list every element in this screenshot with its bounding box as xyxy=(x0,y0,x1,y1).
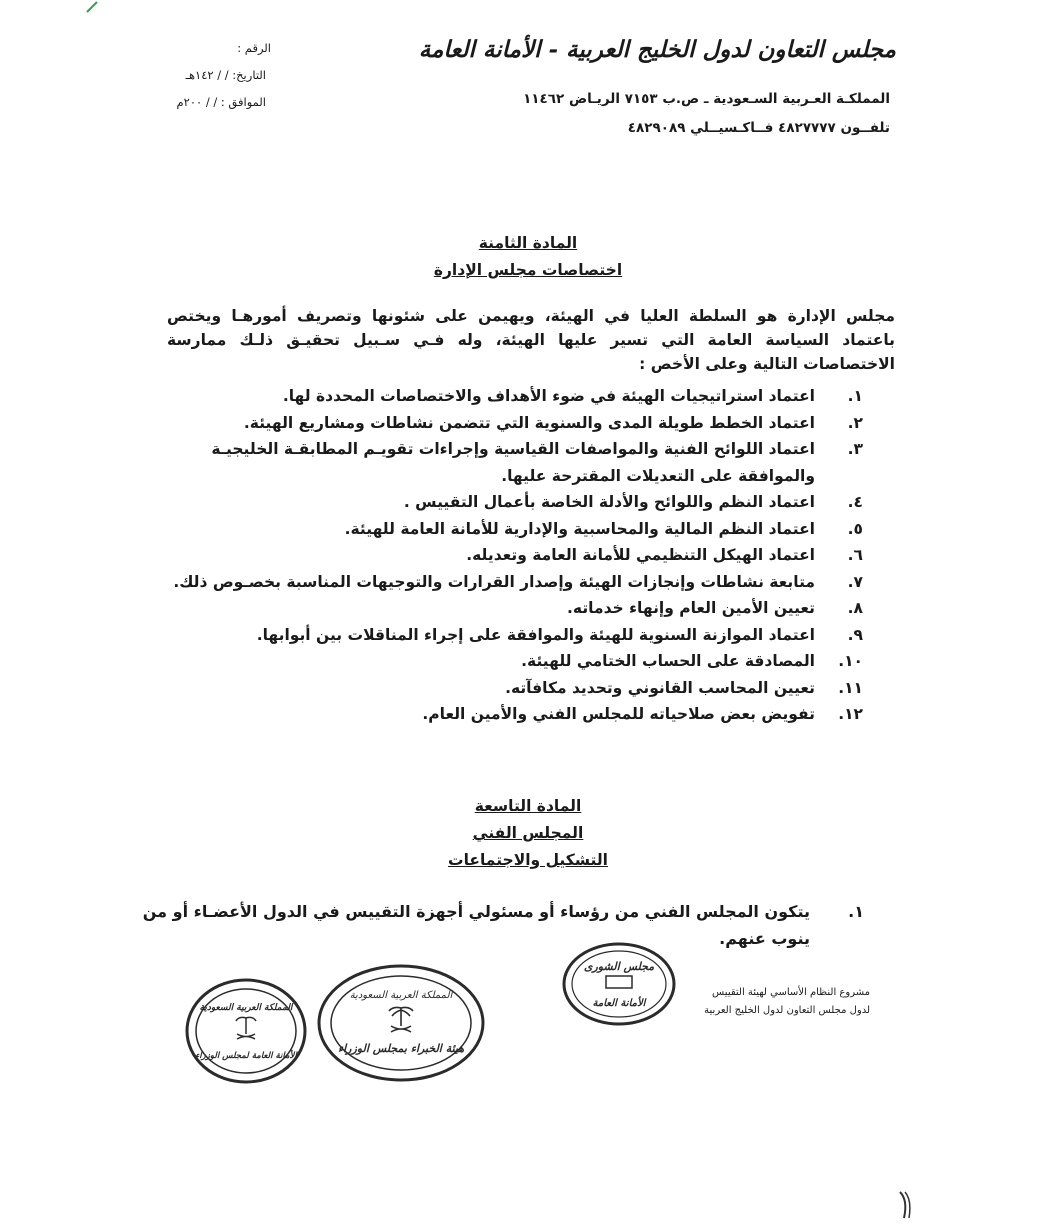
list-item: ١١. تعيين المحاسب القانوني وتحديد مكافآته. xyxy=(505,678,863,697)
corner-tick-mark xyxy=(85,0,115,14)
letterhead-phone: تلفــون ٤٨٢٧٧٧٧ فــاكـسيــلي ٤٨٢٩٠٨٩ xyxy=(627,120,890,136)
letterhead-ref-label: الرقم : xyxy=(237,41,271,55)
article8-list xyxy=(163,383,863,728)
list-item: ١. اعتماد استراتيجيات الهيئة في ضوء الأهداف والاختصاصات المحددة لها. xyxy=(282,387,863,405)
palm-swords-emblem-icon xyxy=(236,1017,256,1039)
letterhead-date-label: التاريخ: / / ١٤٢هـ xyxy=(185,68,266,82)
svg-text:المملكة العربية السعودية: المملكة العربية السعودية xyxy=(349,990,453,1001)
list-item: ٢. اعتماد الخطط طويلة المدى والسنوية التي تتضمن نشاطات ومشاريع الهيئة. xyxy=(243,413,863,432)
list-item: ٣. اعتماد اللوائح الفنية والمواصفات القياسية وإجراءات تقويـم المطابقـة الخليجيـة والموافقة على التعديلات المقترحة عليها. xyxy=(211,440,863,485)
article9-title: المادة التاسعة xyxy=(474,797,582,815)
list-item: ١٢. تفويض بعض صلاحياته للمجلس الفني والأمين العام. xyxy=(422,705,863,723)
article9-subtitle-2: التشكيل والاجتماعات xyxy=(448,851,608,869)
letterhead-address: المملكـة العـربية السـعودية ـ ص.ب ٧١٥٣ الريـاض ١١٤٦٢ xyxy=(523,91,890,107)
letterhead-greg-label: الموافق : / / ٢٠٠م xyxy=(176,95,266,109)
svg-text:هيئة الخبراء بمجلس الوزراء: هيئة الخبراء بمجلس الوزراء xyxy=(337,1042,465,1055)
footer-line-2: لدول مجلس التعاون لدول الخليج العربية xyxy=(704,1005,870,1016)
margin-bracket-mark xyxy=(896,1190,912,1220)
article9-item-num: ١. xyxy=(848,902,864,921)
article8-title: المادة الثامنة xyxy=(478,234,578,252)
list-item: ٨. تعيين الأمين العام وإنهاء خدماته. xyxy=(567,599,863,617)
svg-text:المملكة العربية السعودية: المملكة العربية السعودية xyxy=(199,1003,293,1013)
article9-item xyxy=(130,898,864,952)
svg-text:مجلس الشورى: مجلس الشورى xyxy=(583,960,655,973)
list-item: ٦. اعتماد الهيكل التنظيمي للأمانة العامة وتعديله. xyxy=(466,546,863,564)
shura-council-stamp xyxy=(560,940,678,1028)
svg-text:الأمانة العامة لمجلس الوزراء: الأمانة العامة لمجلس الوزراء xyxy=(195,1051,297,1061)
experts-bureau-stamp xyxy=(315,962,487,1084)
list-item: ٩. اعتماد الموازنة السنوية للهيئة والموافقة على إجراء المناقلات بين أبوابها. xyxy=(256,625,863,644)
list-item: ٤. اعتماد النظم واللوائح والأدلة الخاصة بأعمال التقييس . xyxy=(403,493,863,511)
list-item: ١٠. المصادقة على الحساب الختامي للهيئة. xyxy=(521,652,863,670)
article8-intro: مجلس الإدارة هو السلطة العليا في الهيئة، ويهيمن على شئونها وتصريف أمورهـا ويختص باعتماد السياسة العامة التي تسير عليها الهيئة، وله فـي سـبيل تحقيـق ذلـك ممارسة الاختصاصات التالية وعلى الأخص : xyxy=(167,307,895,373)
article9-item-text: يتكون المجلس الفني من رؤساء أو مسئولي أجهزة التقييس في الدول الأعضـاء أو من ينوب عنهم. xyxy=(142,902,810,948)
cabinet-secretariat-stamp xyxy=(183,976,309,1086)
letterhead-org-title: مجلس التعاون لدول الخليج العربية - الأمانة العامة xyxy=(418,36,896,63)
article8-subtitle: اختصاصات مجلس الإدارة xyxy=(433,261,623,279)
article9-subtitle: المجلس الفني xyxy=(472,824,584,842)
palm-swords-emblem-icon xyxy=(389,1007,413,1032)
list-item: ٥. اعتماد النظم المالية والمحاسبية والإدارية للأمانة العامة للهيئة. xyxy=(344,519,863,538)
footer-line-1: مشروع النظام الأساسي لهيئة التقييس xyxy=(712,987,870,998)
list-item: ٧. متابعة نشاطات وإنجازات الهيئة وإصدار القرارات والتوجيهات المناسبة بخصـوص ذلك. xyxy=(173,572,863,591)
svg-text:الأمانة العامة: الأمانة العامة xyxy=(592,998,646,1009)
